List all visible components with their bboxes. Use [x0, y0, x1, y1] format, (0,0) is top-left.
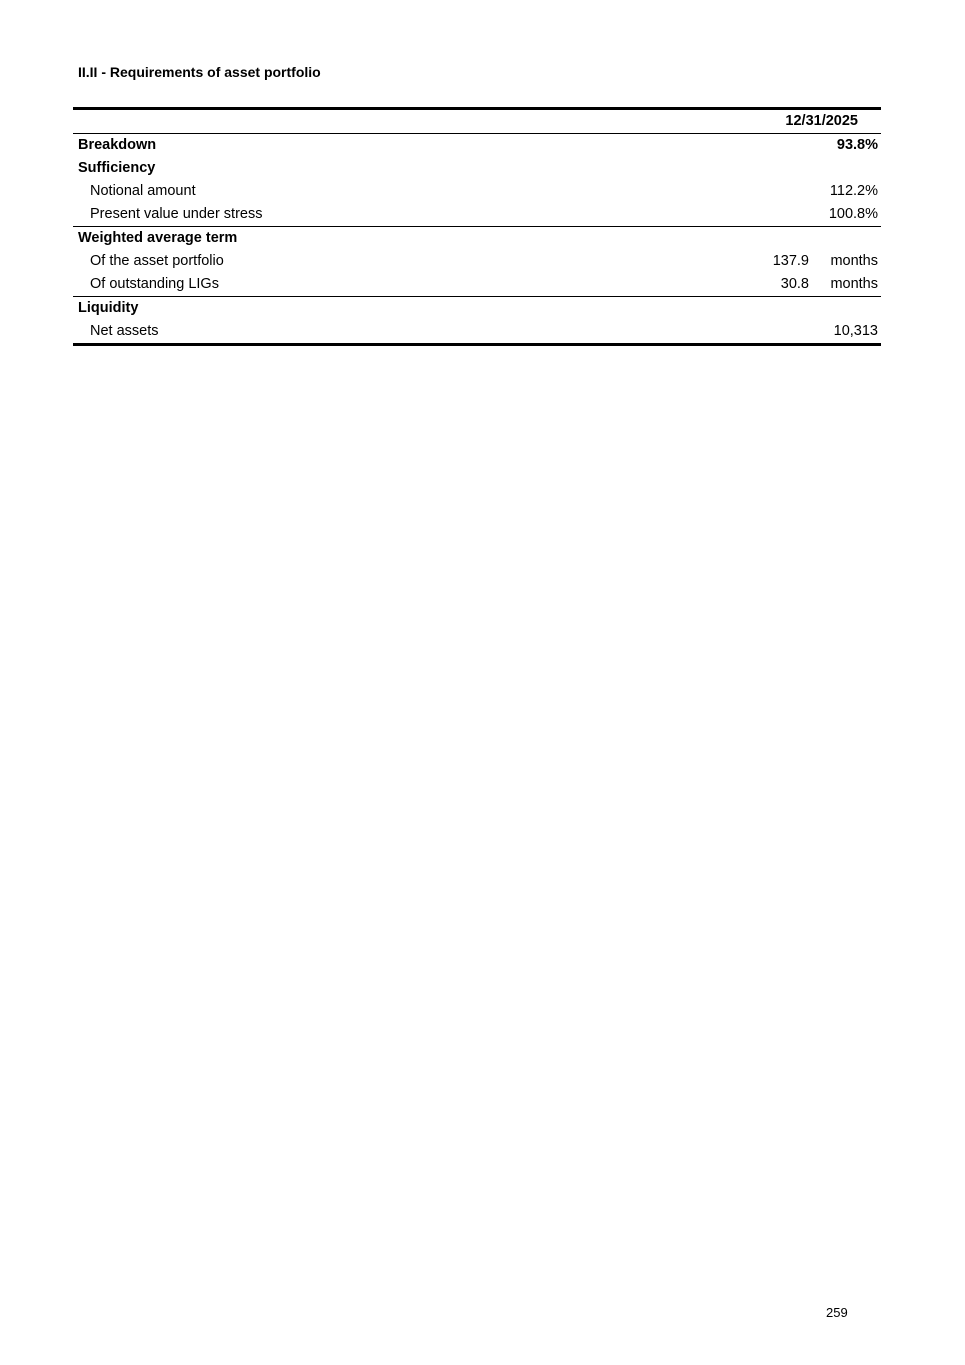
table-header-row	[73, 109, 881, 134]
page-number: 259	[826, 1305, 848, 1320]
row-label-weighted-average-term: Weighted average term	[73, 227, 749, 251]
row-value-present-value-under-stress: 100.8%	[828, 206, 878, 222]
table-row-weighted-average-term	[73, 227, 881, 251]
row-unit-of-the-asset-portfolio: months	[830, 253, 878, 269]
table-row-sufficiency	[73, 157, 881, 180]
row-label-notional-amount: Notional amount	[90, 183, 196, 199]
row-label-sufficiency: Sufficiency	[78, 160, 156, 176]
section-title: II.II - Requirements of asset portfolio	[78, 64, 321, 80]
row-value-breakdown: 93.8%	[836, 137, 878, 153]
header-label-cell	[73, 109, 749, 134]
row-label-present-value-under-stress: Present value under stress	[90, 206, 263, 222]
table-row-liquidity	[73, 297, 881, 321]
row-label-breakdown: Breakdown	[78, 137, 157, 153]
row-label-net-assets: Net assets	[90, 323, 159, 339]
row-value-of-the-asset-portfolio: 137.9	[772, 253, 809, 269]
row-label-of-the-asset-portfolio: Of the asset portfolio	[90, 253, 224, 269]
table-row-notional-amount	[73, 180, 881, 203]
table-row-of-the-asset-portfolio	[73, 250, 881, 273]
row-value-net-assets: 10,313	[833, 323, 878, 339]
table-row-net-assets	[73, 320, 881, 345]
date-column-header: 12/31/2025	[749, 109, 881, 134]
table-row-breakdown	[73, 134, 881, 158]
table-row-present-value-under-stress	[73, 203, 881, 227]
row-label-of-outstanding-ligs: Of outstanding LIGs	[90, 276, 219, 292]
row-value-notional-amount: 112.2%	[829, 183, 878, 199]
asset-portfolio-requirements-table	[73, 107, 881, 346]
row-unit-of-outstanding-ligs: months	[830, 276, 878, 292]
row-value-of-outstanding-ligs: 30.8	[780, 276, 809, 292]
table-row-of-outstanding-ligs	[73, 273, 881, 297]
row-label-liquidity: Liquidity	[73, 297, 749, 321]
